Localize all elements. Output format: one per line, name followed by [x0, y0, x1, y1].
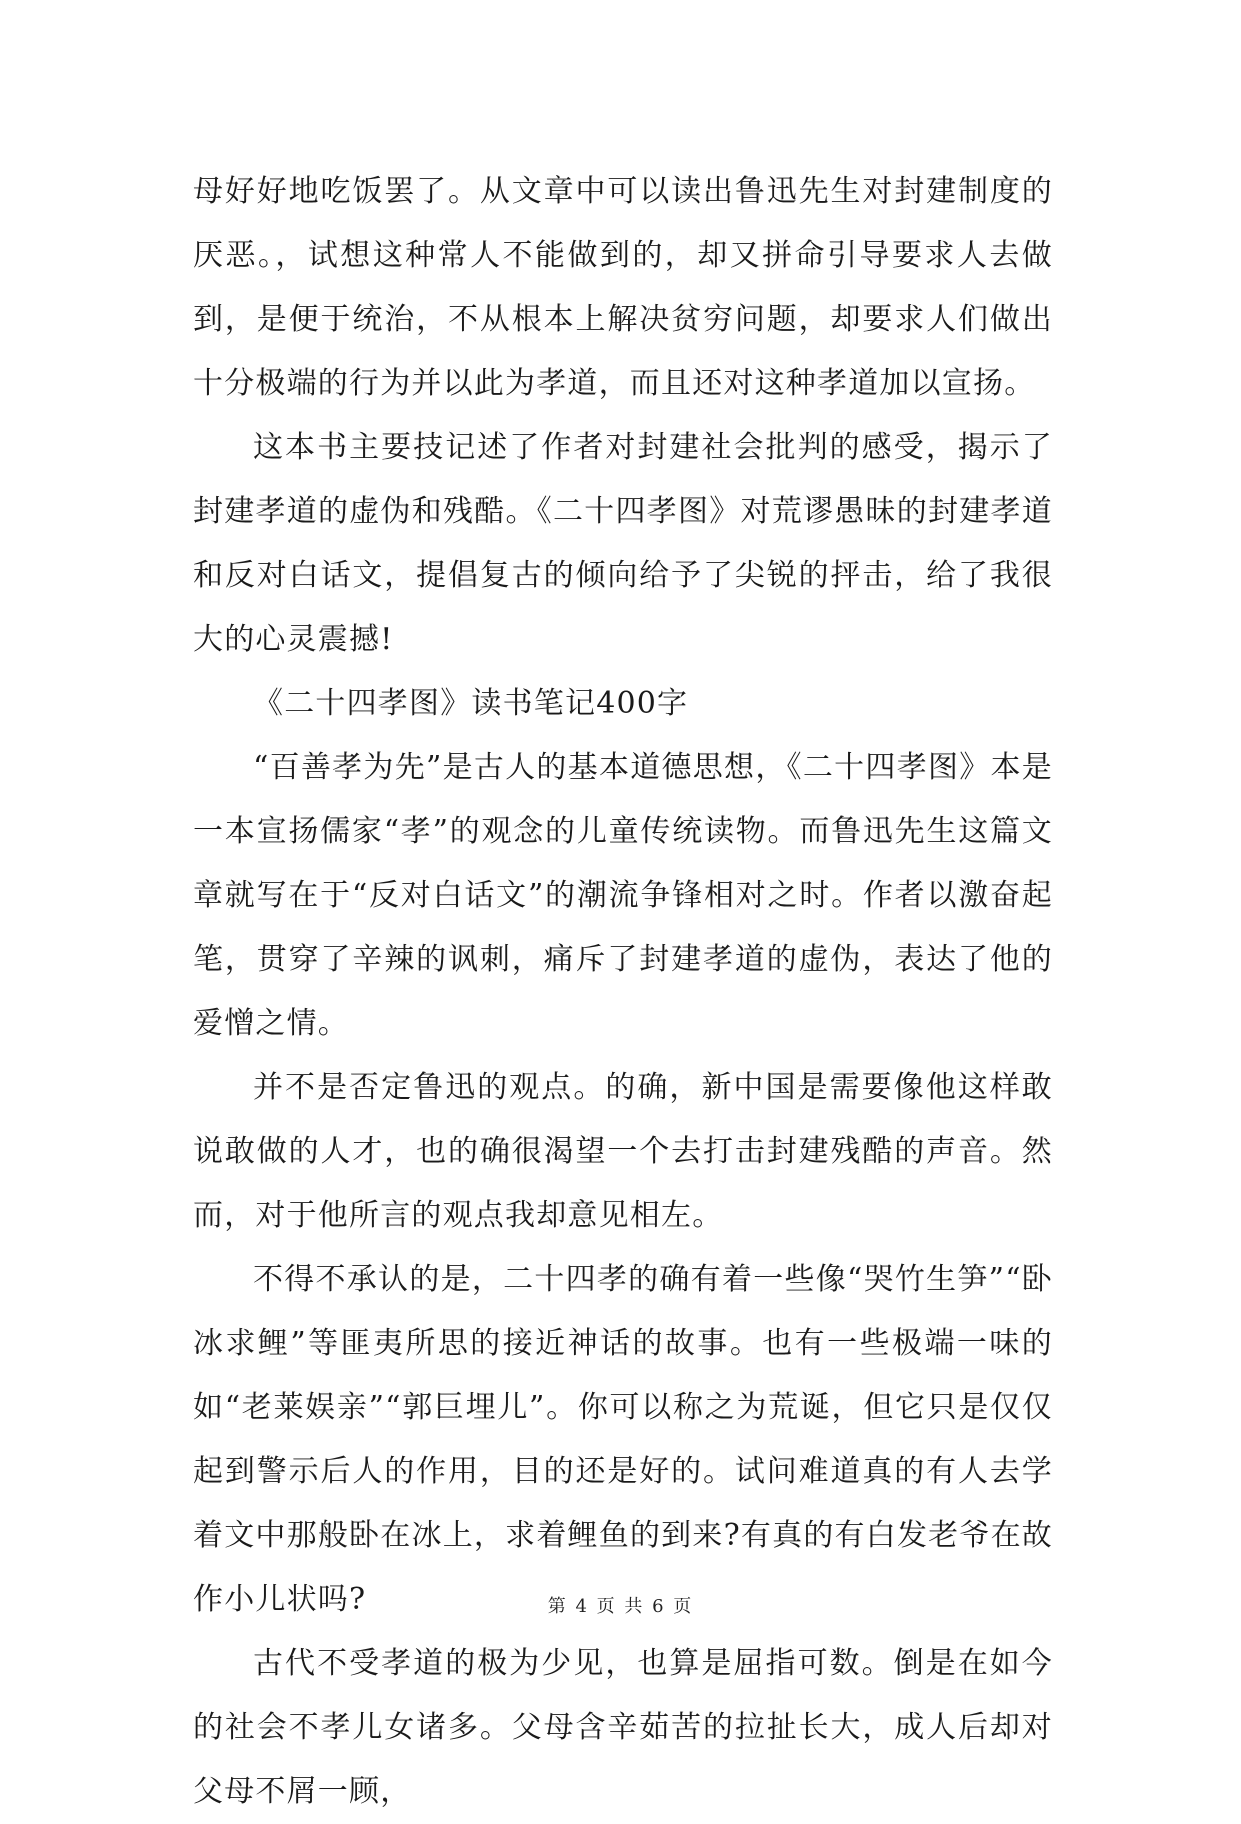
paragraph-2: 这本书主要技记述了作者对封建社会批判的感受，揭示了封建孝道的虚伪和残酷。《二十四孝图》对荒谬愚昧的封建孝道和反对白话文，提倡复古的倾向给予了尖锐的抨击，给了我很大的心灵震撼! — [193, 430, 1053, 657]
paragraph-5: 不得不承认的是，二十四孝的确有着一些像“哭竹生笋”“卧冰求鲤”等匪夷所思的接近神话的故事。也有一些极端一味的如“老莱娱亲”“郭巨埋儿”。你可以称之为荒诞，但它只是仅仅起到警示后人的作用，目的还是好的。试问难道真的有人去学着文中那般卧在冰上，求着鲤鱼的到来?有真的有白发老爷在故作小儿状吗? — [193, 1262, 1053, 1617]
body-text — [193, 160, 1053, 1824]
section-heading: 《二十四孝图》读书笔记400字 — [253, 686, 689, 721]
page-footer: 第 4 页 共 6 页 — [547, 1596, 694, 1617]
paragraph-3: “百善孝为先”是古人的基本道德思想，《二十四孝图》本是一本宣扬儒家“孝”的观念的儿童传统读物。而鲁迅先生这篇文章就写在于“反对白话文”的潮流争锋相对之时。作者以激奋起笔，贯穿了辛辣的讽刺，痛斥了封建孝道的虚伪，表达了他的爱憎之情。 — [193, 750, 1053, 1041]
paragraph-6: 古代不受孝道的极为少见，也算是屈指可数。倒是在如今的社会不孝儿女诸多。父母含辛茹苦的拉扯长大，成人后却对父母不屑一顾， — [193, 1646, 1053, 1809]
paragraph-1: 母好好地吃饭罢了。从文章中可以读出鲁迅先生对封建制度的厌恶。，试想这种常人不能做到的，却又拼命引导要求人去做到，是便于统治，不从根本上解决贫穷问题，却要求人们做出十分极端的行为并以此为孝道，而且还对这种孝道加以宣扬。 — [193, 174, 1053, 401]
paragraph-4: 并不是否定鲁迅的观点。的确，新中国是需要像他这样敢说敢做的人才，也的确很渴望一个去打击封建残酷的声音。然而，对于他所言的观点我却意见相左。 — [193, 1070, 1053, 1233]
